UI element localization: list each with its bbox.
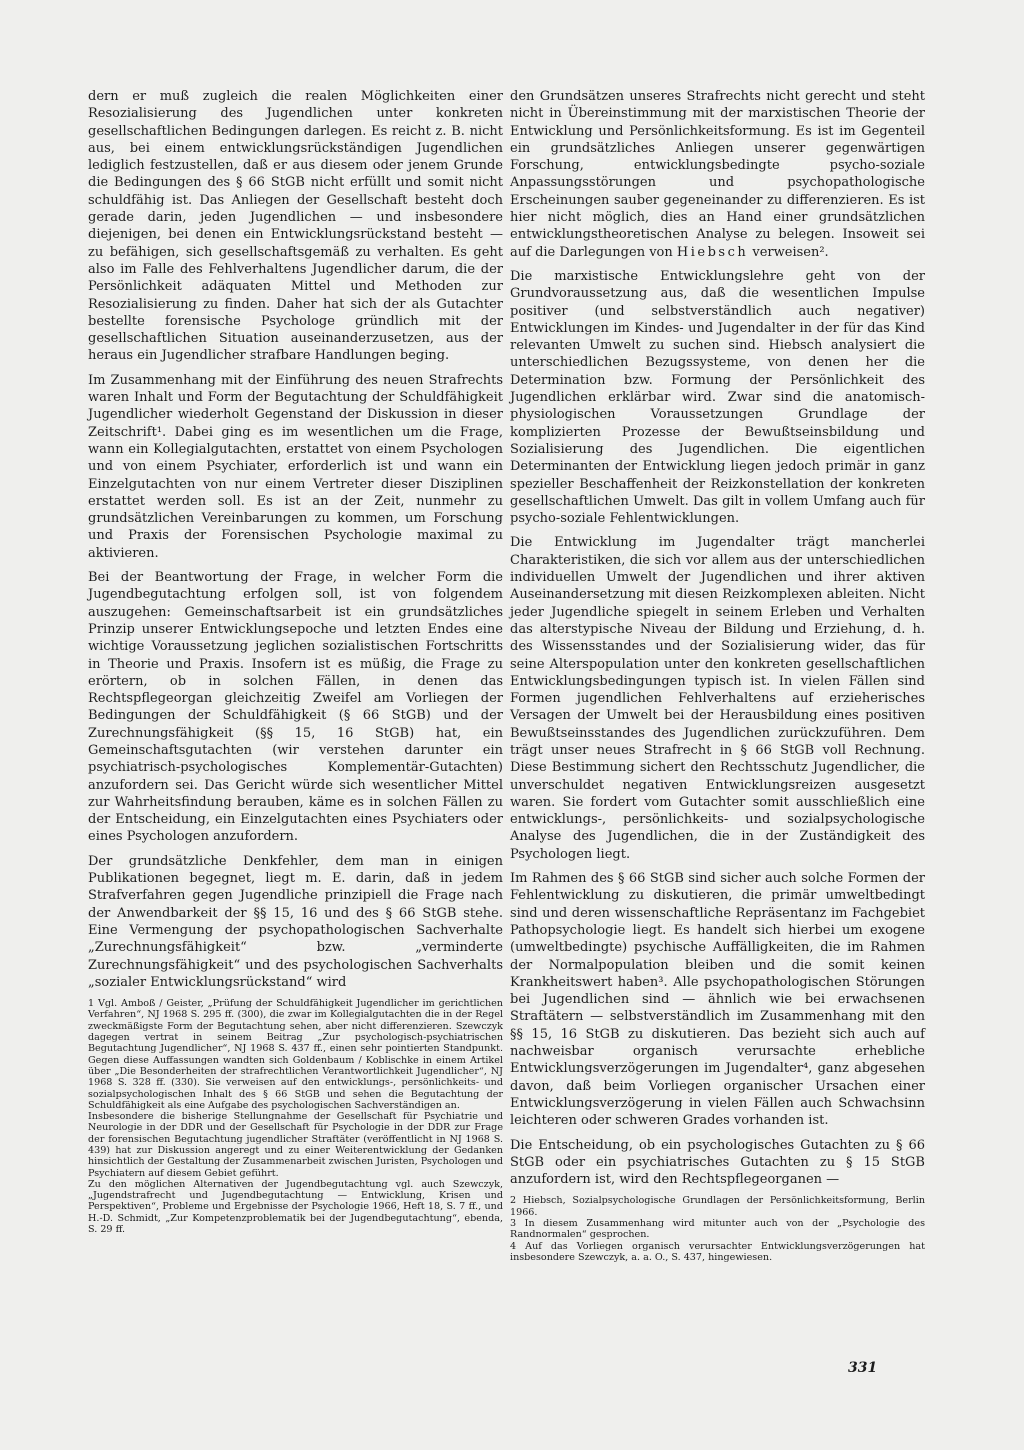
footnote: Zu den möglichen Alternativen der Jugendbegutachtung vgl. auch Szewczyk, „Jugendstrafrecht und Jugendbegutachtung — Entwicklung, Krisen und Perspektiven“, Probleme und Ergebnisse der Psychologie 1966, Heft 18, S. 7 ff., und H.-D. Schmidt, „Zur Kompetenzproblematik bei der Jugendbegutachtung“, ebenda, S. 29 ff.: [88, 1178, 503, 1236]
footnote: Insbesondere die bisherige Stellungnahme der Gesellschaft für Psychiatrie und Neurologie in der DDR und der Gesellschaft für Psychologie in der DDR zur Frage der forensischen Begutachtung jugendlicher Straftäter (veröffentlicht in NJ 1968 S. 439) hat zur Diskussion angeregt und zu einer Weiterentwicklung der Gedanken hinsichtlich der Gestaltung der Zusammenarbeit zwischen Juristen, Psychologen und Psychiatern auf diesem Gebiet geführt.: [88, 1111, 503, 1179]
body-paragraph: Die Entscheidung, ob ein psychologisches Gutachten zu § 66 StGB oder ein psychiatrisches Gutachten zu § 15 StGB anzufordern ist, wird den Rechtspflegeorganen —: [510, 1137, 925, 1188]
body-paragraph: Die Entwicklung im Jugendalter trägt mancherlei Charakteristiken, die sich vor allem aus der unterschiedlichen individuellen Umwelt der Jugendlichen und ihrer aktiven Auseinandersetzung mit diesen Reizkomplexen ableiten. Nicht jeder Jugendliche spiegelt in seinem Erleben und Verhalten das alterstypische Niveau der Bildung und Erziehung, d. h. des Wissensstandes und der Sozialisierung wider, das für seine Alterspopulation unter den konkreten gesellschaftlichen Entwicklungsbedingungen typisch ist. In vielen Fällen sind Formen jugendlichen Fehlverhaltens auf erzieherisches Versagen der Umwelt bei der Herausbildung eines positiven Bewußtseinsstandes des Jugendlichen zurückzuführen. Dem trägt unser neues Strafrecht in § 66 StGB voll Rechnung. Diese Bestimmung sichert den Rechtsschutz Jugendlicher, die unverschuldet negativen Entwicklungsreizen ausgesetzt waren. Sie fordert vom Gutachter somit ausschließlich eine entwicklungs-, persönlichkeits- und sozialpsychologische Analyse des Jugendlichen, die in der Zuständigkeit des Psychologen liegt.: [510, 535, 925, 862]
footnotes-left: [88, 998, 503, 1235]
body-paragraph: Der grundsätzliche Denkfehler, dem man in einigen Publikationen begegnet, liegt m. E. darin, daß in jedem Strafverfahren gegen Jugendliche prinzipiell die Frage nach der Anwendbarkeit der §§ 15, 16 und des § 66 StGB stehe. Eine Vermengung der psychopathologischen Sachverhalte „Zurechnungsfähigkeit“ bzw. „verminderte Zurechnungsfähigkeit“ und des psychologischen Sachverhalts „sozialer Entwicklungsrückstand“ wird: [88, 853, 503, 990]
footnotes-right: [510, 1195, 925, 1263]
footnote: 4 Auf das Vorliegen organisch verursachter Entwicklungsverzögerungen hat insbesondere Szewczyk, a. a. O., S. 437, hingewiesen.: [510, 1240, 925, 1263]
paragraph-text: den Grundsätzen unseres Strafrechts nicht gerecht und steht nicht in Übereinstimmung mit der marxistischen Theorie der Entwicklung und Persönlichkeitsformung. Es ist im Gegenteil ein grundsätzliches Anliegen unserer gegenwärtigen Forschung, entwicklungsbedingte psycho-soziale Anpassungsstörungen und psychopathologische Erscheinungen sauber gegeneinander zu differenzieren. Es ist hier nicht möglich, dies an Hand einer grundsätzlichen entwicklungstheoretischen Analyse zu belegen. Insoweit sei auf die Darlegungen von: [510, 89, 925, 260]
left-column: [88, 88, 503, 1235]
body-paragraph: Die marxistische Entwicklungslehre geht von der Grundvoraussetzung aus, daß die wesentlichen Impulse positiver (und selbstverständlich auch negativer) Entwicklungen im Kindes- und Jugendalter in der für das Kind relevanten Umwelt zu suchen sind. Hiebsch analysiert die unterschiedlichen Bezugssysteme, von denen her die Determination bzw. Formung der Persönlichkeit des Jugendlichen erklärbar wird. Zwar sind die anatomisch-physiologischen Voraussetzungen Grundlage der komplizierten Prozesse der Bewußtseinsbildung und Sozialisierung des Jugendlichen. Die eigentlichen Determinanten der Entwicklung liegen jedoch primär in ganz spezieller Beschaffenheit der Reizkonstellation der konkreten gesellschaftlichen Umwelt. Das gilt in vollem Umfang auch für psycho-soziale Fehlentwicklungen.: [510, 268, 925, 527]
body-paragraph: Im Rahmen des § 66 StGB sind sicher auch solche Formen der Fehlentwicklung zu diskutieren, die primär umweltbedingt sind und deren wissenschaftliche Repräsentanz im Fachgebiet Pathopsychologie liegt. Es handelt sich hierbei um exogene (umweltbedingte) psychische Auffälligkeiten, die im Rahmen der Normalpopulation bleiben und die somit keinen Krankheitswert haben³. Alle psychopathologischen Störungen bei Jugendlichen sind — ähnlich wie bei erwachsenen Straftätern — selbstverständlich im Zusammenhang mit den §§ 15, 16 StGB zu diskutieren. Das bezieht sich auch auf nachweisbar organisch verursachte erhebliche Entwicklungsverzögerungen im Jugendalter⁴, ganz abgesehen davon, daß beim Vorliegen organischer Ursachen einer Entwicklungsverzögerung in vielen Fällen auch Schwachsinn leichteren oder schweren Grades vorhanden ist.: [510, 871, 925, 1129]
author-name-spaced: Hiebsch: [676, 244, 749, 260]
footnote: 1 Vgl. Amboß / Geister, „Prüfung der Schuldfähigkeit Jugendlicher im gerichtlichen Verfahren“, NJ 1968 S. 295 ff. (300), die zwar im Kollegialgutachten die in der Regel zweckmäßigste Form der Begutachtung sehen, aber nicht differenzieren. Szewczyk dagegen vertrat in seinem Beitrag „Zur psychologisch-psychiatrischen Begutachtung Jugendlicher“, NJ 1968 S. 437 ff., einen sehr pointierten Standpunkt. Gegen diese Auffassungen wandten sich Goldenbaum / Koblischke in einem Artikel über „Die Besonderheiten der strafrechtlichen Verantwortlichkeit Jugendlicher“, NJ 1968 S. 328 ff. (330). Sie verweisen auf den entwicklungs-, persönlichkeits- und sozialpsychologischen Inhalt des § 66 StGB und sehen die Begutachtung der Schuldfähigkeit als eine Aufgabe des psychologischen Sachverständigen an.: [88, 998, 503, 1111]
paragraph-text: verweisen².: [752, 244, 829, 260]
footnote: 3 In diesem Zusammenhang wird mitunter auch von der „Psychologie des Randnormalen“ gesprochen.: [510, 1218, 925, 1241]
footnote: 2 Hiebsch, Sozialpsychologische Grundlagen der Persönlichkeitsformung, Berlin 1966.: [510, 1195, 925, 1218]
page-number: 331: [848, 1360, 878, 1376]
body-paragraph: Im Zusammenhang mit der Einführung des neuen Strafrechts waren Inhalt und Form der Begutachtung der Schuldfähigkeit Jugendlicher wiederholt Gegenstand der Diskussion in dieser Zeitschrift¹. Dabei ging es im wesentlichen um die Frage, wann ein Kollegialgutachten, erstattet von einem Psychologen und von einem Psychiater, erforderlich ist und wann ein Einzelgutachten von nur einem Vertreter dieser Disziplinen erstattet werden soll. Es ist an der Zeit, nunmehr zu grundsätzlichen Vereinbarungen zu kommen, um Forschung und Praxis der Forensischen Psychologie maximal zu aktivieren.: [88, 372, 503, 561]
body-paragraph: Bei der Beantwortung der Frage, in welcher Form die Jugendbegutachtung erfolgen soll, ist von folgendem auszugehen: Gemeinschaftsarbeit ist ein grundsätzliches Prinzip unserer Entwicklungsepoche und letzten Endes eine wichtige Voraussetzung jeglichen sozialistischen Fortschritts in Theorie und Praxis. Insofern ist es müßig, die Frage zu erörtern, ob in solchen Fällen, in denen das Rechtspflegeorgan gleichzeitig Zweifel am Vorliegen der Bedingungen der Schuldfähigkeit (§ 66 StGB) und der Zurechnungsfähigkeit (§§ 15, 16 StGB) hat, ein Gemeinschaftsgutachten (wir verstehen darunter ein psychiatrisch-psychologisches Komplementär-Gutachten) anzufordern sei. Das Gericht würde sich wesentlicher Mittel zur Wahrheitsfindung berauben, käme es in solchen Fällen zu der Entscheidung, ein Einzelgutachten eines Psychiaters oder eines Psychologen anzufordern.: [88, 570, 503, 845]
body-paragraph: [510, 88, 925, 261]
body-paragraph: dern er muß zugleich die realen Möglichkeiten einer Resozialisierung des Jugendlichen unter konkreten gesellschaftlichen Bedingungen darlegen. Es reicht z. B. nicht aus, bei einem entwicklungsrückständigen Jugendlichen lediglich festzustellen, daß er aus diesem oder jenem Grunde die Bedingungen des § 66 StGB nicht erfüllt und somit nicht schuldfähig ist. Das Anliegen der Gesellschaft besteht doch gerade darin, jeden Jugendlichen — und insbesondere diejenigen, bei denen ein Entwicklungsrückstand besteht — zu befähigen, sich gesellschaftsgemäß zu verhalten. Es geht also im Falle des Fehlverhaltens Jugendlicher darum, die der Persönlichkeit adäquaten Mittel und Methoden zur Resozialisierung zu finden. Daher hat sich der als Gutachter bestellte forensische Psychologe gründlich mit der gesellschaftlichen Situation auseinanderzusetzen, aus der heraus ein Jugendlicher strafbare Handlungen beging.: [88, 89, 503, 364]
right-column: [510, 88, 925, 1263]
